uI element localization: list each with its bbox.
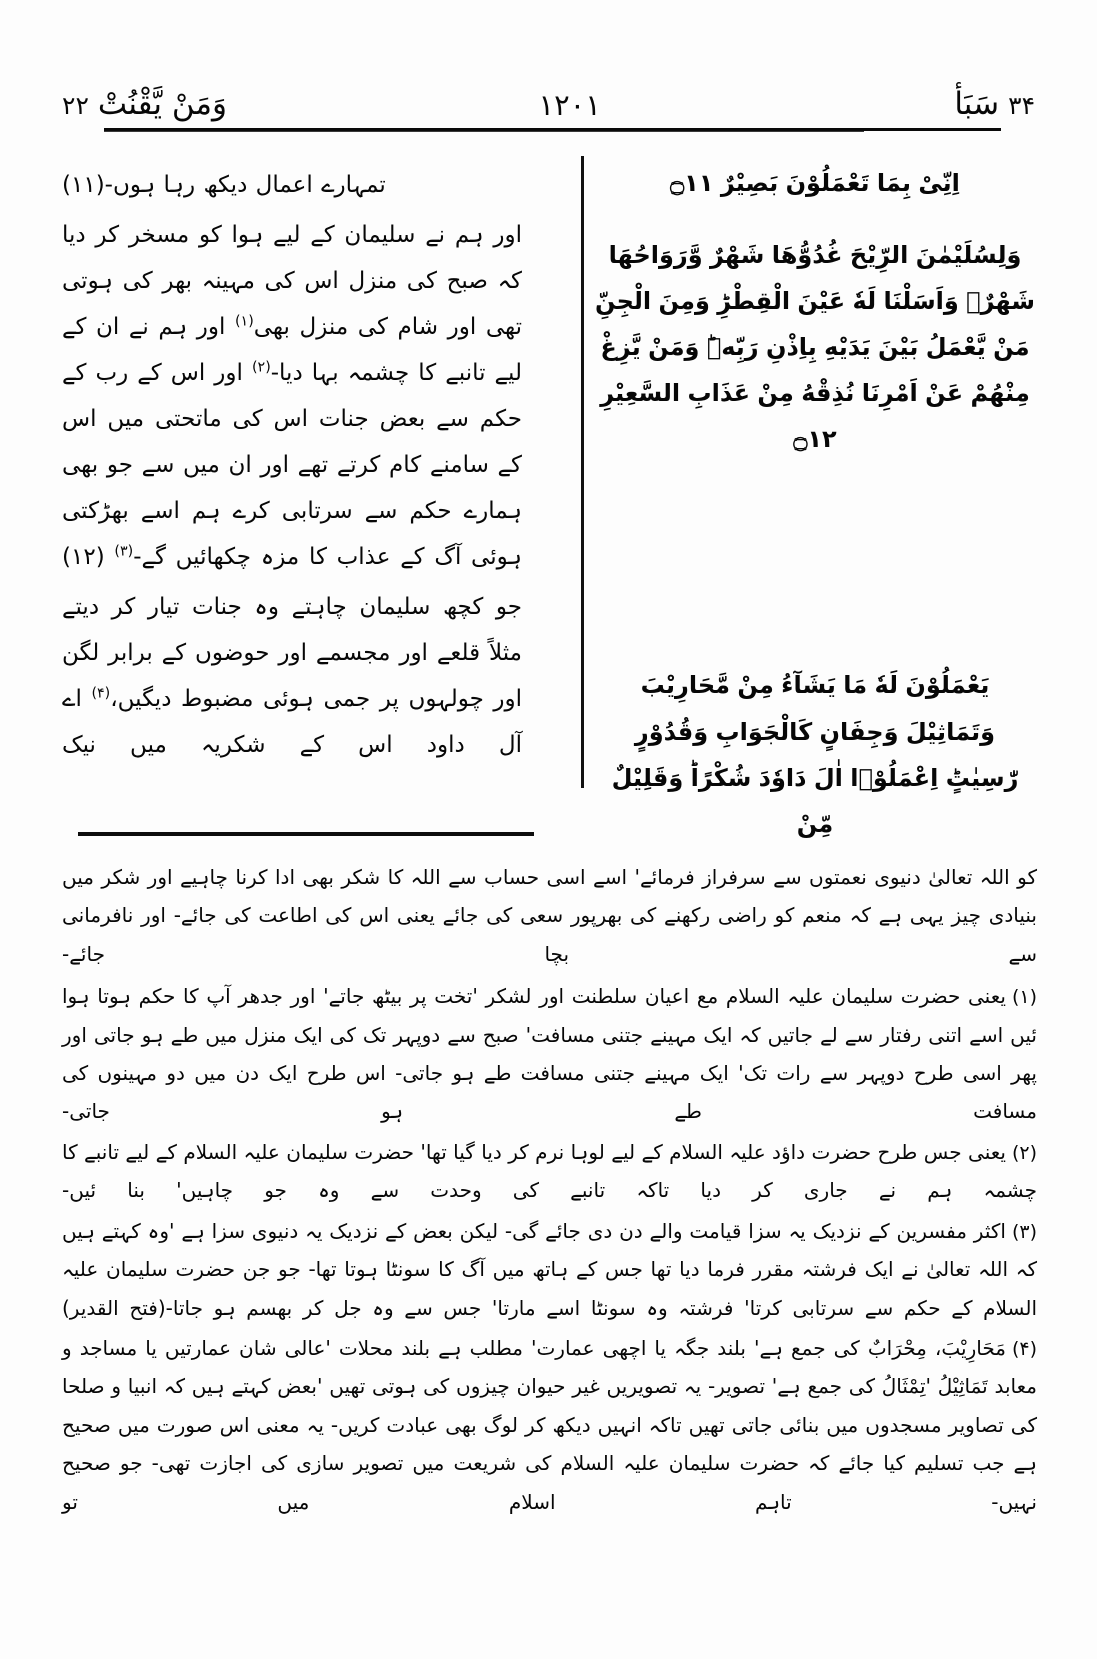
footnote-text-2: یعنی جس طرح حضرت داؤد علیہ السلام کے لیے لوہا نرم کر دیا گیا تھا' حضرت سلیمان علیہ السلام کے لیے تانبے کا چشمہ ہم نے جاری کر دیا تاکہ تانبے کی وحدت سے وہ جو چاہیں' بنا ئیں-: [62, 1139, 1037, 1203]
footnote-item-1: [62, 977, 1037, 1131]
page-header: [62, 58, 1035, 120]
ayah-11-tail: اِنِّىْ بِمَا تَعْمَلُوْنَ بَصِيْرٌ ۝۱۱: [670, 169, 960, 197]
footnote-number-2: (۲): [1011, 1141, 1037, 1164]
surah-number: ۳۴: [1008, 91, 1035, 120]
footnote-lead-text: کو اللہ تعالیٰ دنیوی نعمتوں سے سرفراز فرمائے' اسے اسی حساب سے اللہ کا شکر بھی ادا کرنا چاہیے اور شکر میں بنیادی چیز یہی ہے کہ منعم کو راضی رکھنے کی بھرپور سعی کی جائے یعنی اس کی اطاعت کی جائے- اور نافرمانی سے بچا جائے-: [62, 865, 1037, 966]
urdu-p3-part-b: اے آل داود اس کے شکریہ میں نیک: [62, 686, 522, 758]
juz-number: ۲۲: [62, 91, 89, 120]
footnote-item-3: [62, 1212, 1037, 1327]
header-page-number: [538, 88, 643, 122]
urdu-p2-part-a: اور ہم نے سلیمان کے لیے ہوا کو مسخر کر دیا کہ صبح کی منزل اس کی مہینہ بھر کی ہوتی تھی اور شام کی منزل بھی: [62, 222, 522, 340]
juz-name: وَمَنْ يَّقْنُتْ: [97, 86, 228, 122]
urdu-paragraph-3: [62, 584, 522, 768]
header-surah: [954, 86, 1035, 122]
footnote-item-4: [62, 1329, 1037, 1521]
header-juz: [62, 86, 228, 122]
footnote-ref-4: (۴): [91, 685, 111, 702]
footnote-number-3: (۳): [1011, 1220, 1037, 1243]
footnote-item-2: [62, 1133, 1037, 1210]
footnotes-section: [62, 858, 1037, 1523]
footnote-text-1: یعنی حضرت سلیمان علیہ السلام مع اعیان سلطنت اور لشکر 'تخت پر بیٹھ جاتے' اور جدھر آپ کا حکم ہوتا ہوا ئیں اسے اتنی رفتار سے لے جاتیں کہ ایک مہینے جتنی مسافت' صبح سے دوپہر تک کی ایک منزل میں طے ہو جاتی اور پھر اسی طرح دوپہر سے رات تک' ایک مہینے جتنی مسافت طے ہو جاتی- اس طرح ایک دن میں دو مہینوں کی مسافت طے ہو جاتی-: [62, 984, 1037, 1124]
footnote-ref-3: (۳): [114, 543, 134, 560]
surah-name: سَبَأ: [954, 86, 1000, 122]
header-divider-rule: [104, 128, 1001, 131]
footnote-ref-1: (۱): [234, 313, 254, 330]
footnote-number-1: (۱): [1011, 986, 1037, 1009]
arabic-column: [595, 150, 1035, 838]
urdu-p3-part-a: جو کچھ سلیمان چاہتے وہ جنات تیار کر دیتے مثلاً قلعے اور مجسمے اور حوضوں کے برابر لگن اور چولہوں پر جمی ہوئی مضبوط دیگیں،: [62, 594, 522, 712]
footnote-text-4: مَحَارِیْبَ، مِحْرَابٌ کی جمع ہے' بلند جگہ یا اچھی عمارت' مطلب ہے بلند محلات 'عالی شان عمارتیں یا مساجد و معابد تَمَاثِیْلُ 'تِمْثَالُ کی جمع ہے' تصویر- یہ تصویریں غیر حیوان چیزوں کی ہوتی تھیں 'بعض کہتے ہیں کہ انبیا و صلحا کی تصاویر مسجدوں میں بنائی جاتی تھیں تاکہ انہیں دیکھ کر لوگ بھی عبادت کریں- یہ معنی اس صورت میں صحیح ہے جب تسلیم کیا جائے کہ حضرت سلیمان علیہ السلام کی شریعت میں تصویر سازی کی اجازت تھی- جو صحیح نہیں- تاہم اسلام میں تو: [62, 1335, 1037, 1514]
urdu-translation-column: [62, 150, 522, 790]
urdu-p2-part-b: اور ہم نے ان کے لیے تانبے کا چشمہ بہا دیا-: [62, 314, 522, 386]
footnote-text-3: اکثر مفسرین کے نزدیک یہ سزا قیامت والے دن دی جائے گی- لیکن بعض کے نزدیک یہ دنیوی سزا ہے 'وہ کہتے ہیں کہ اللہ تعالیٰ نے ایک فرشتہ مقرر فرما دیا تھا جس کے ہاتھ میں آگ کا سونٹا ہوتا تھا- جو جن حضرت سلیمان علیہ السلام کے حکم سے سرتابی کرتا' فرشتہ وہ سونٹا اسے مارتا' جس سے وہ جل کر بھسم ہو جاتا-(فتح القدیر): [62, 1218, 1038, 1320]
urdu-paragraph-2: [62, 212, 522, 580]
ayah-13: يَعْمَلُوْنَ لَهٗ مَا يَشَآءُ مِنْ مَّحَارِيْبَ وَتَمَاثِيْلَ وَجِفَانٍ كَالْجَوَابِ وَقُدُوْرٍ رّٰسِيٰتٍ‌ؕ اِعْمَلُوْۤا اٰلَ دَاوٗدَ شُكْرًا‌ؕ وَقَلِيْلٌ مِّنْ: [611, 671, 1019, 838]
page-number: ۱۲۰۱: [538, 88, 601, 122]
urdu-p2-part-c: اور اس کے رب کے حکم سے بعض جنات اس کی ماتحتی میں اس کے سامنے کام کرتے تھے اور ان میں سے جو بھی ہمارے حکم سے سرتابی کرے ہم اسے بھڑکتی ہوئی آگ کے عذاب کا مزہ چکھائیں گے-: [62, 360, 522, 570]
column-divider-rule: [581, 156, 584, 788]
urdu-paragraph-1: تمہارے اعمال دیکھ رہا ہوں-(۱۱): [62, 172, 386, 198]
urdu-p2-verse-num: (۱۲): [62, 544, 115, 570]
body-columns: [62, 150, 1035, 838]
footnote-separator-rule: [78, 832, 534, 836]
ayah-12: وَلِسُلَيْمٰنَ الرِّيْحَ غُدُوُّهَا شَهْرٌ وَّرَوَاحُهَا شَهْرٌ‌ۚ وَاَسَلْنَا لَهٗ عَيْنَ الْقِطْرِ‌ؕ وَمِنَ الْجِنِّ مَنْ يَّعْمَلُ بَيْنَ يَدَيْهِ بِاِذْنِ رَبِّهٖ‌ؕ وَمَنْ يَّزِغْ مِنْهُمْ عَنْ اَمْرِنَا نُذِقْهُ مِنْ عَذَابِ السَّعِيْرِ ۝۱۲: [595, 241, 1035, 454]
footnote-ref-2: (۲): [251, 359, 271, 376]
footnote-number-4: (۴): [1011, 1337, 1037, 1360]
